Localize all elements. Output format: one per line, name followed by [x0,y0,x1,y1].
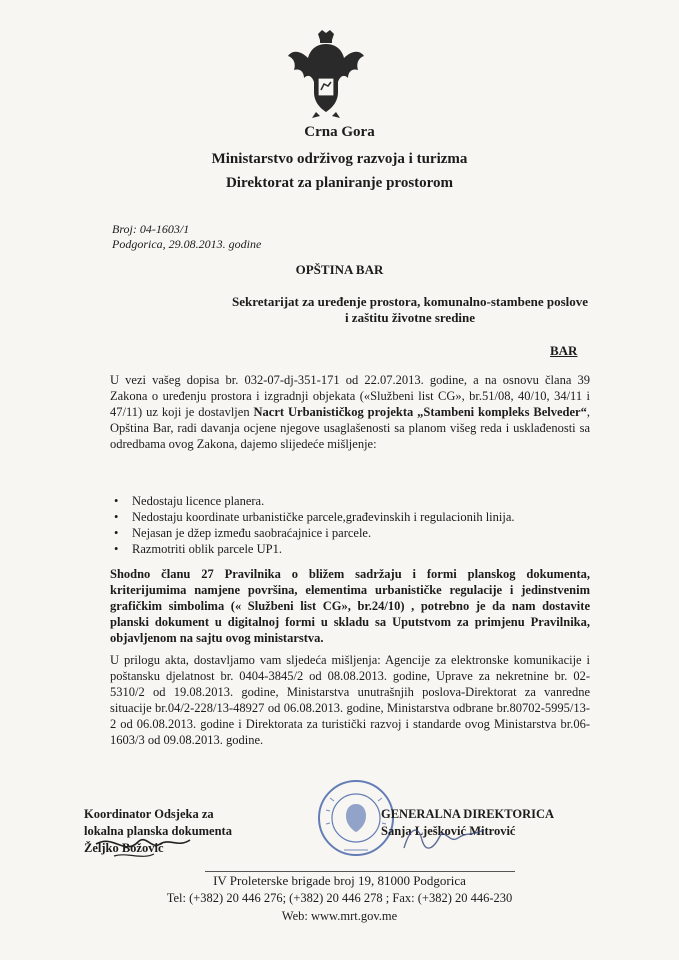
p1-text-a: U vezi vašeg dopisa br. 032-07-dj-351-171 od 22.07.2013. godine, a na osnovu člana 39 Zakona o uređenju prostora i izgradnji objekata («Službeni list CG», br.51/08, 40/10, 34/11 i 47/11) uz koji je dostavljen [110,373,590,419]
p1-text-b: , Opština Bar, radi davanja ocjene njegove usaglašenosti sa planom višeg reda i usklađenosti sa odredbama ovog Zakona, dajemo slijedeće mišljenje: [110,405,590,451]
remarks-list [110,493,590,557]
secretariat-line-1: Sekretarijat za uređenje prostora, komunalno-stambene poslove [231,294,589,309]
footer-web-link[interactable]: Web: www.mrt.gov.me [281,909,398,923]
coat-of-arms-emblem [286,28,366,118]
reference-place-date: Podgorica, 29.08.2013. godine [112,237,262,251]
footer-divider [205,871,515,872]
footer-address: IV Proleterske brigade broj 19, 81000 Podgorica [213,873,466,888]
reference-block [112,222,261,252]
secretariat-line-2: i zaštitu životne sredine [344,310,476,325]
list-item: • Razmotriti oblik parcele UP1. [110,541,590,557]
left-title-line-1: Koordinator Odsjeka za [84,807,214,821]
header-directorate: Direktorat za planiranje prostorom [225,175,454,191]
list-item: • Nejasan je džep između saobraćajnice i parcele. [110,525,590,541]
body-paragraph-1 [110,372,590,452]
list-item: • Nedostaju licence planera. [110,493,590,509]
header-ministry: Ministarstvo održivog razvoja i turizma [211,151,468,167]
list-item: • Nedostaju koordinate urbanističke parcele,građevinskih i regulacionih linija. [110,509,590,525]
left-signatory-name: Željko Božović [84,841,164,855]
left-title-line-2: lokalna planska dokumenta [84,824,232,838]
recipient-secretariat [230,294,590,326]
footer-phones: Tel: (+382) 20 446 276; (+382) 20 446 278 ; Fax: (+382) 20 446-230 [166,891,513,905]
reference-number: Broj: 04-1603/1 [112,222,190,236]
header-country: Crna Gora [304,124,375,140]
handwritten-signature-right [400,818,490,858]
handwritten-signature-left [94,826,224,866]
right-title: GENERALNA DIREKTORICA [381,807,555,821]
recipient-municipality: OPŠTINA BAR [295,262,384,277]
body-paragraph-2: Shodno članu 27 Pravilnika o bližem sadržaju i formi planskog dokumenta, kriterijumima namjene površina, elementima urbanističke regulacije i jedinstvenim grafičkim simbolima (« Službeni list CG», br.24/10) , potrebno je da nam dostavite planski dokument u digitalnoj formi u skladu sa Uputstvom za primjenu Pravilnika, objavljenom na sajtu ovog ministarstva. [110,567,590,645]
right-signatory-name: Sanja Lješković Mitrović [381,824,516,838]
p1-project-title: Nacrt Urbanističkog projekta „Stambeni kompleks Belveder“ [253,405,587,419]
body-paragraph-3: U prilogu akta, dostavljamo vam sljedeća mišljenja: Agencije za elektronske komunikacije i poštansku djelatnost br. 0404-3845/2 od 08.08.2013. godine, Uprave za nekretnine br. 02-5310/2 od 19.08.2013. godine, Ministarstva unutrašnjih poslova-Direktorat za vanredne situacije br.04/2-228/13-48927 od 06.08.2013. godine, Ministarstva odbrane br.80702-5995/13-2 od 06.08.2013. godine i Direktorata za turistički razvoj i standarde ovog Ministarstva br.06-1603/3 od 09.08.2013. godine. [110,653,590,747]
recipient-city: BAR [550,343,578,358]
